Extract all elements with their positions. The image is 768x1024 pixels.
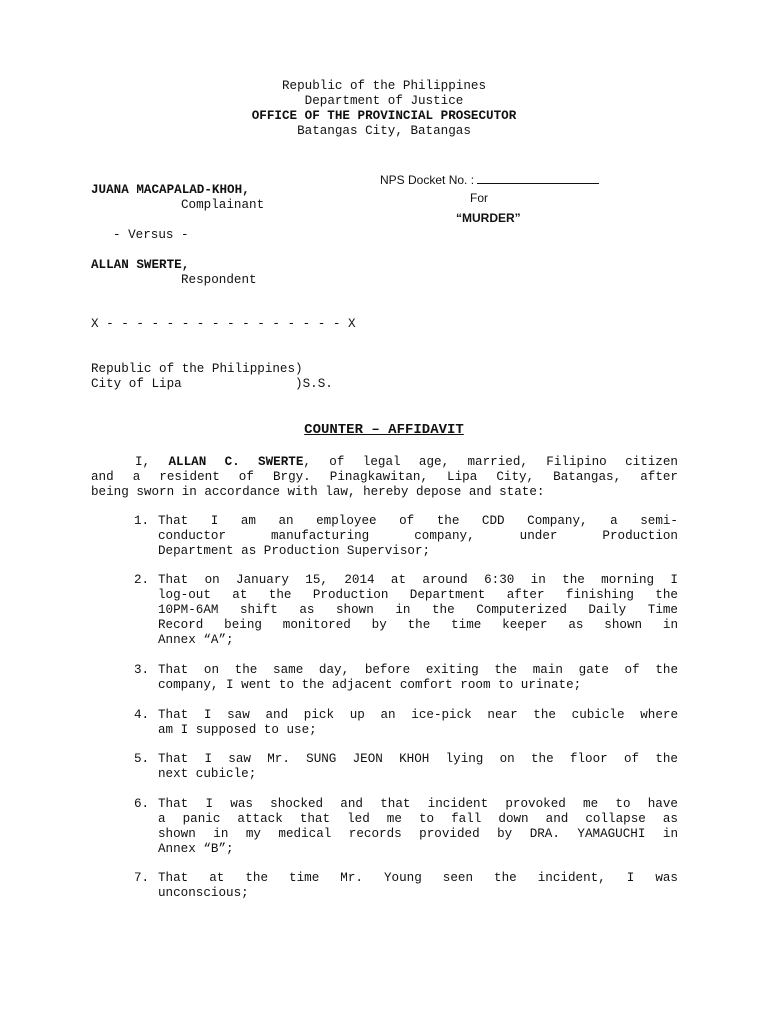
intro-line-1 xyxy=(91,455,678,470)
statement-line: 10PM-6AM shift as shown in the Computerized Daily Time xyxy=(158,603,678,617)
statement-item xyxy=(134,797,678,857)
intro-paragraph xyxy=(91,455,678,500)
docket-label: NPS Docket No. : xyxy=(380,173,475,187)
intro-prefix: I, xyxy=(135,455,169,469)
intro-line-3: being sworn in accordance with law, hereby depose and state: xyxy=(91,485,545,499)
for-label: For xyxy=(470,191,488,205)
charge-label: “MURDER” xyxy=(456,211,521,225)
statement-number: 4. xyxy=(134,708,150,722)
header-office: OFFICE OF THE PROVINCIAL PROSECUTOR xyxy=(251,109,517,123)
statement-line: log-out at the Production Department after finishing the xyxy=(158,588,678,602)
statement-line: That I was shocked and that incident provoked me to have xyxy=(158,797,678,811)
statement-text xyxy=(158,663,678,693)
statement-line: That I saw Mr. SUNG JEON KHOH lying on the floor of the xyxy=(158,752,678,766)
statement-line: That on the same day, before exiting the main gate of the xyxy=(158,663,678,677)
statement-line: Annex “A”; xyxy=(158,633,234,647)
statement-text xyxy=(158,708,678,738)
intro-line-1-rest: , of legal age, married, Filipino citizen xyxy=(303,455,678,469)
statement-line: conductor manufacturing company, under Production xyxy=(158,529,678,543)
statement-item xyxy=(134,663,678,693)
respondent-role: Respondent xyxy=(181,273,257,287)
statement-line: a panic attack that led me to fall down and collapse as xyxy=(158,812,678,826)
statement-number: 3. xyxy=(134,663,150,677)
statement-line: Annex “B”; xyxy=(158,842,234,856)
statement-line: That at the time Mr. Young seen the incident, I was xyxy=(158,871,678,885)
statement-line: company, I went to the adjacent comfort room to urinate; xyxy=(158,678,582,692)
header-republic: Republic of the Philippines xyxy=(281,79,487,93)
statement-item xyxy=(134,514,678,559)
complainant-role: Complainant xyxy=(181,198,265,212)
statement-line: Department as Production Supervisor; xyxy=(158,544,431,558)
statement-line: That I saw and pick up an ice-pick near the cubicle where xyxy=(158,708,678,722)
statement-line: Record being monitored by the time keeper as shown in xyxy=(158,618,678,632)
statement-text xyxy=(158,514,678,559)
statement-line: am I supposed to use; xyxy=(158,723,317,737)
versus-label: - Versus - xyxy=(113,228,189,242)
respondent-name: ALLAN SWERTE, xyxy=(91,258,190,272)
statement-item xyxy=(134,752,678,782)
statement-line: That I am an employee of the CDD Company, a semi- xyxy=(158,514,678,528)
complainant-name: JUANA MACAPALAD-KHOH, xyxy=(91,183,250,197)
affiant-name: ALLAN C. SWERTE xyxy=(168,455,304,469)
statement-text xyxy=(158,573,678,648)
venue-city: City of Lipa )S.S. xyxy=(91,377,333,391)
venue-republic: Republic of the Philippines) xyxy=(91,362,303,376)
header-department: Department of Justice xyxy=(304,94,464,108)
statement-text xyxy=(158,797,678,857)
statement-line: That on January 15, 2014 at around 6:30 in the morning I xyxy=(158,573,678,587)
statement-line: unconscious; xyxy=(158,886,249,900)
statement-number: 6. xyxy=(134,797,150,811)
document-title: COUNTER – AFFIDAVIT xyxy=(304,422,464,438)
docket-line xyxy=(380,172,599,188)
statement-item xyxy=(134,871,678,901)
statement-text xyxy=(158,752,678,782)
header-location: Batangas City, Batangas xyxy=(297,124,471,138)
statement-item xyxy=(134,708,678,738)
case-separator: X - - - - - - - - - - - - - - - - X xyxy=(91,317,356,331)
statement-line: next cubicle; xyxy=(158,767,257,781)
docket-number-blank xyxy=(477,172,599,184)
statement-number: 7. xyxy=(134,871,150,885)
statement-text xyxy=(158,871,678,901)
statement-number: 5. xyxy=(134,752,150,766)
intro-line-2: and a resident of Brgy. Pinagkawitan, Lipa City, Batangas, after xyxy=(91,470,678,484)
statement-number: 2. xyxy=(134,573,150,587)
statement-line: shown in my medical records provided by DRA. YAMAGUCHI in xyxy=(158,827,678,841)
statement-item xyxy=(134,573,678,648)
statement-number: 1. xyxy=(134,514,150,528)
